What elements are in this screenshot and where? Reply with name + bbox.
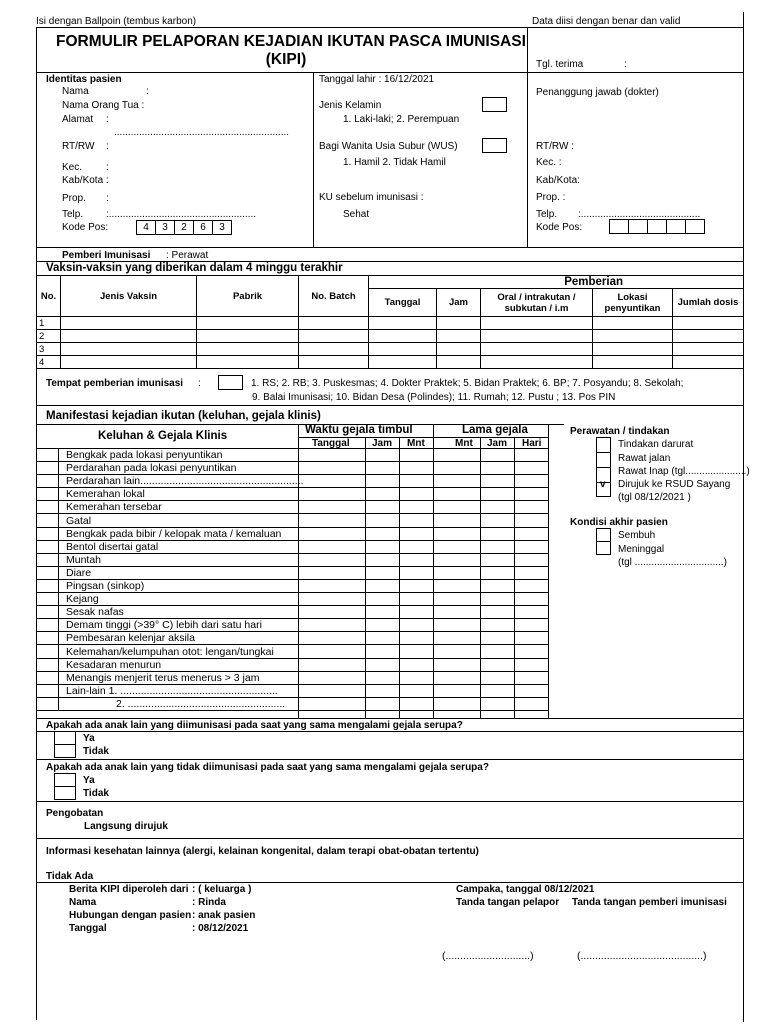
ttd-pemberi: Tanda tangan pemberi imunisasi bbox=[572, 897, 727, 908]
form-title-1: FORMULIR PELAPORAN KEJADIAN IKUTAN PASCA IMUNISASI bbox=[56, 33, 526, 50]
symptom-label: Kesadaran menurun bbox=[66, 658, 162, 671]
tgl-terima-label: Tgl. terima bbox=[536, 59, 584, 70]
doctor-kode-pos-label: Kode Pos: bbox=[536, 222, 583, 233]
nama-label-footer: Nama bbox=[69, 897, 97, 908]
col-pemberian: Pemberian bbox=[369, 276, 744, 289]
symptom-row bbox=[36, 554, 549, 567]
pemberi-value: : Perawat bbox=[166, 250, 209, 261]
dirujuk-date: (tgl 08/12/2021 ) bbox=[618, 492, 691, 503]
tempat-colon: : bbox=[198, 378, 201, 389]
sub-tanggal: Tanggal bbox=[312, 438, 350, 449]
symptom-label: Muntah bbox=[66, 553, 102, 566]
wus-options: 1. Hamil 2. Tidak Hamil bbox=[343, 157, 446, 168]
symptom-label: Lain-lain 1. ...................................................... bbox=[66, 684, 278, 697]
question-1: Apakah ada anak lain yang diimunisasi pada saat yang sama mengalami gejala serupa? bbox=[46, 720, 463, 731]
tanggal-value-footer: : 08/12/2021 bbox=[192, 923, 249, 934]
q1-ya: Ya bbox=[83, 733, 95, 744]
alamat-dots: ............................................................... bbox=[114, 127, 290, 138]
jenis-kelamin-options: 1. Laki-laki; 2. Perempuan bbox=[343, 114, 460, 125]
sub-jam: Jam bbox=[372, 438, 393, 449]
symptom-label: Sesak nafas bbox=[66, 606, 124, 619]
meninggal-tgl: (tgl ................................) bbox=[618, 557, 727, 568]
perawatan-dirujuk: Dirujuk ke RSUD Sayang bbox=[618, 479, 731, 490]
kode-pos-digit: 4 bbox=[137, 221, 156, 235]
telp-label: Telp. bbox=[62, 209, 84, 220]
kode-pos-label: Kode Pos: bbox=[62, 222, 109, 233]
symptom-row bbox=[36, 528, 549, 541]
symptom-row bbox=[36, 488, 549, 501]
sub-jam2: Jam bbox=[487, 438, 508, 449]
tanggal-label-footer: Tanggal bbox=[69, 923, 107, 934]
nama-colon: : bbox=[146, 86, 149, 97]
sub-hari: Hari bbox=[522, 438, 542, 449]
symptom-row bbox=[36, 462, 549, 475]
doctor-prop: Prop. : bbox=[536, 192, 566, 203]
symptom-row bbox=[36, 672, 549, 685]
col-jam: Jam bbox=[437, 289, 481, 317]
kondisi-sembuh: Sembuh bbox=[618, 530, 656, 541]
vaksin-section-title: Vaksin-vaksin yang diberikan dalam 4 minggu terakhir bbox=[46, 262, 343, 274]
prop-colon: : bbox=[106, 193, 109, 204]
symptom-row bbox=[36, 541, 549, 554]
symptom-row bbox=[36, 698, 549, 711]
berita-value: : ( keluarga ) bbox=[192, 884, 252, 895]
doctor-telp-dots: :........................................... bbox=[578, 209, 701, 220]
note-valid: Data diisi dengan benar dan valid bbox=[532, 16, 681, 27]
place-date: Campaka, tanggal 08/12/2021 bbox=[456, 884, 595, 895]
symptom-row bbox=[36, 659, 549, 672]
doctor-telp: Telp. bbox=[536, 209, 558, 220]
symptom-row bbox=[36, 632, 549, 645]
symptom-label: Bentol disertai gatal bbox=[66, 540, 159, 553]
kec-colon: : bbox=[106, 162, 109, 173]
symptom-row bbox=[36, 593, 549, 606]
dirujuk-checkmark: v bbox=[600, 479, 606, 490]
question-2: Apakah ada anak lain yang tidak diimunisasi pada saat yang sama mengalami gejala serupa? bbox=[46, 762, 489, 773]
form-title-2: (KIPI) bbox=[265, 51, 307, 68]
vaksin-row-no: 3 bbox=[37, 343, 61, 356]
symptom-label: Perdarahan pada lokasi penyuntikan bbox=[66, 462, 237, 475]
perawatan-title: Perawatan / tindakan bbox=[570, 426, 670, 437]
info-label: Informasi kesehatan lainnya (alergi, kelainan kongenital, dalam terapi obat-obatan tertentu) bbox=[46, 846, 479, 857]
symptom-row bbox=[36, 567, 549, 580]
wus-label: Bagi Wanita Usia Subur (WUS) bbox=[319, 141, 458, 152]
symptom-row bbox=[36, 449, 549, 462]
kode-pos-patient bbox=[136, 220, 232, 235]
col-tanggal: Tanggal bbox=[369, 289, 437, 317]
symptom-label: Menangis menjerit terus menerus > 3 jam bbox=[66, 671, 260, 684]
symptom-label: Perdarahan lain........................................................ bbox=[66, 475, 304, 488]
ku-label: KU sebelum imunisasi : bbox=[319, 192, 424, 203]
kode-pos-digit: 2 bbox=[175, 221, 194, 235]
vaksin-row-no: 1 bbox=[37, 317, 61, 330]
symptom-label: 2. ...................................................... bbox=[116, 697, 286, 710]
perawatan-tindakan-darurat: Tindakan darurat bbox=[618, 439, 694, 450]
rtrw-colon: : bbox=[106, 141, 109, 152]
info-value: Tidak Ada bbox=[46, 871, 94, 882]
symptom-row bbox=[36, 646, 549, 659]
vaksin-table bbox=[36, 275, 744, 369]
hubungan-label: Hubungan dengan pasien bbox=[69, 910, 192, 921]
symptom-label: Demam tinggi (>39° C) lebih dari satu hari bbox=[66, 619, 262, 632]
wus-box[interactable] bbox=[482, 138, 507, 153]
symptom-label: Gatal bbox=[66, 514, 92, 527]
col-lama: Lama gejala bbox=[462, 424, 528, 436]
symptom-label: Kelemahan/kelumpuhan otot: lengan/tungkai bbox=[66, 645, 274, 658]
signature-pelapor: (.............................) bbox=[442, 950, 534, 962]
symptom-row bbox=[36, 475, 549, 488]
col-jenis-vaksin: Jenis Vaksin bbox=[61, 276, 197, 317]
symptom-row bbox=[36, 515, 549, 528]
tempat-options-1: 1. RS; 2. RB; 3. Puskesmas; 4. Dokter Praktek; 5. Bidan Praktek; 6. BP; 7. Posyandu; 8. Sekolah; bbox=[251, 378, 684, 389]
rtrw-label: RT/RW bbox=[62, 141, 95, 152]
symptom-row bbox=[36, 685, 549, 698]
telp-dots: :..................................................... bbox=[106, 209, 257, 220]
kondisi-meninggal: Meninggal bbox=[618, 544, 665, 555]
ttd-pelapor: Tanda tangan pelapor bbox=[456, 897, 560, 908]
col-pabrik: Pabrik bbox=[197, 276, 299, 317]
q1-tidak: Tidak bbox=[83, 746, 109, 757]
tempat-box[interactable] bbox=[218, 375, 243, 390]
symptom-row bbox=[36, 606, 549, 619]
q2-ya: Ya bbox=[83, 775, 95, 786]
kabkota-label: Kab/Kota : bbox=[62, 175, 109, 186]
vaksin-row-no: 2 bbox=[37, 330, 61, 343]
doctor-kec: Kec. : bbox=[536, 157, 562, 168]
symptom-row bbox=[36, 580, 549, 593]
col-keluhan: Keluhan & Gejala Klinis bbox=[98, 430, 228, 442]
tgl-terima-colon: : bbox=[624, 59, 627, 70]
perawatan-rawat-inap: Rawat Inap (tgl......................) bbox=[618, 466, 750, 477]
pemberi-label: Pemberi Imunisasi bbox=[62, 250, 151, 261]
kode-pos-digit: 6 bbox=[194, 221, 213, 235]
symptom-label: Bengkak pada bibir / kelopak mata / kemaluan bbox=[66, 527, 282, 540]
sub-mnt: Mnt bbox=[407, 438, 425, 449]
symptom-label: Pembesaran kelenjar aksila bbox=[66, 632, 195, 645]
symptom-label: Pingsan (sinkop) bbox=[66, 580, 145, 592]
kondisi-title: Kondisi akhir pasien bbox=[570, 517, 668, 528]
perawatan-rawat-jalan: Rawat jalan bbox=[618, 453, 671, 464]
q2-tidak: Tidak bbox=[83, 788, 109, 799]
pengobatan-value: Langsung dirujuk bbox=[84, 821, 168, 832]
alamat-label: Alamat bbox=[62, 114, 94, 125]
berita-label: Berita KIPI diperoleh dari bbox=[69, 884, 189, 895]
symptom-label: Kemerahan tersebar bbox=[66, 501, 162, 514]
tanggal-lahir: Tanggal lahir : 16/12/2021 bbox=[319, 74, 435, 85]
nama-label: Nama bbox=[62, 86, 89, 97]
note-ballpoint: Isi dengan Ballpoin (tembus karbon) bbox=[36, 16, 197, 27]
vaksin-row-no: 4 bbox=[37, 356, 61, 369]
symptom-label: Diare bbox=[66, 566, 92, 579]
ku-value: Sehat bbox=[343, 209, 370, 220]
alamat-colon: : bbox=[106, 114, 109, 125]
jenis-kelamin-box[interactable] bbox=[482, 97, 507, 112]
kode-pos-digit: 3 bbox=[156, 221, 175, 235]
pengobatan-label: Pengobatan bbox=[46, 808, 104, 819]
nama-value-footer: : Rinda bbox=[192, 897, 226, 908]
doctor-rtrw: RT/RW : bbox=[536, 141, 574, 152]
symptom-row bbox=[36, 501, 549, 514]
tempat-label: Tempat pemberian imunisasi bbox=[46, 378, 184, 389]
symptom-label: Bengkak pada lokasi penyuntikan bbox=[66, 449, 223, 461]
hubungan-value: : anak pasien bbox=[192, 910, 256, 921]
manifestasi-title: Manifestasi kejadian ikutan (keluhan, gejala klinis) bbox=[46, 410, 321, 422]
signature-pemberi: (..........................................) bbox=[577, 950, 707, 962]
identitas-pasien-label: Identitas pasien bbox=[46, 74, 122, 85]
doctor-kabkota: Kab/Kota: bbox=[536, 175, 580, 186]
penanggung-jawab: Penanggung jawab (dokter) bbox=[536, 87, 659, 98]
col-oral: Oral / intrakutan / subkutan / i.m bbox=[481, 289, 593, 317]
nama-ortu-label: Nama Orang Tua : bbox=[62, 100, 145, 111]
kec-label: Kec. bbox=[62, 162, 83, 173]
symptom-row bbox=[36, 619, 549, 632]
kode-pos-digit: 3 bbox=[213, 221, 232, 235]
col-no: No. bbox=[37, 276, 61, 317]
col-jumlah-dosis: Jumlah dosis bbox=[673, 289, 744, 317]
tempat-options-2: 9. Balai Imunisasi; 10. Bidan Desa (Polindes); 11. Rumah; 12. Pustu ; 13. Pos PIN bbox=[252, 392, 616, 403]
symptom-label: Kejang bbox=[66, 593, 99, 606]
jenis-kelamin-label: Jenis Kelamin bbox=[319, 100, 382, 111]
col-lokasi: Lokasi penyuntikan bbox=[593, 289, 673, 317]
symptom-label: Kemerahan lokal bbox=[66, 488, 145, 501]
col-batch: No. Batch bbox=[299, 276, 369, 317]
col-waktu: Waktu gejala timbul bbox=[305, 424, 413, 436]
prop-label: Prop. bbox=[62, 193, 86, 204]
sub-mnt2: Mnt bbox=[455, 438, 473, 449]
kode-pos-doctor bbox=[609, 219, 705, 234]
